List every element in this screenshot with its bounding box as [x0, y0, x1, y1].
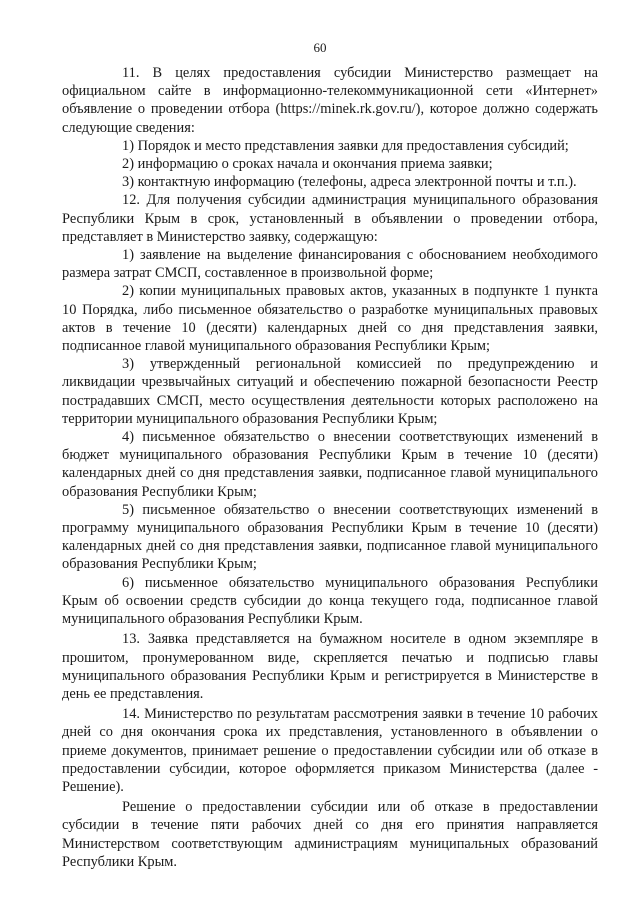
list-item-12-5: 5) письменное обязательство о внесении соответствующих изменений в программу муниципального образования Республики Крым в течение 10 (десяти) календарных дней со дня представления заявки, подписанное главой муниципального образования Республики Крым; [62, 501, 598, 573]
document-body [62, 64, 598, 871]
page-number: 60 [313, 40, 327, 55]
list-item-12-1: 1) заявление на выделение финансирования с обоснованием необходимого размера затрат СМСП, составленное в произвольной форме; [62, 247, 598, 282]
paragraph-13: 13. Заявка представляется на бумажном носителе в одном экземпляре в прошитом, пронумерованном виде, скрепляется печатью и подписью главы муниципального образования Республики Крым и регистрируется в Министерстве в день ее представления. [62, 631, 598, 702]
paragraph-11: 11. В целях предоставления субсидии Министерство размещает на официальном сайте в информационно-телекоммуникационной сети «Интернет» объявление о проведении отбора (https://minek.rk.gov.ru/), которое должно содержать следующие сведения: [62, 65, 598, 136]
list-item-12-3: 3) утвержденный региональной комиссией по предупреждению и ликвидации чрезвычайных ситуаций и обеспечению пожарной безопасности Реестр пострадавших СМСП, место осуществления деятельности которых расположено на территории муниципального образования Республики Крым; [62, 356, 598, 427]
list-item-12-2: 2) копии муниципальных правовых актов, указанных в подпункте 1 пункта 10 Порядка, либо письменное обязательство о разработке муниципальных правовых актов в течение 10 (десяти) календарных дней со дня представления заявки, подписанное главой муниципального образования Республики Крым; [62, 283, 598, 355]
list-item-11-2: 2) информацию о сроках начала и окончания приема заявки; [122, 156, 493, 173]
list-item-12-6: 6) письменное обязательство муниципального образования Республики Крым об освоении средств субсидии до конца текущего года, подписанное главой муниципального образования Республики Крым. [62, 574, 598, 628]
list-item-11-1: 1) Порядок и место представления заявки для предоставления субсидий; [122, 137, 569, 154]
list-item-11-3: 3) контактную информацию (телефоны, адреса электронной почты и т.п.). [122, 174, 577, 191]
paragraph-decision: Решение о предоставлении субсидии или об отказе в предоставлении субсидии в течение пяти рабочих дней со дня его принятия направляется Министерством соответствующим администрациям муниципальных образований Республики Крым. [62, 799, 598, 870]
paragraph-12: 12. Для получения субсидии администрация муниципального образования Республики Крым в срок, установленный в объявлении о проведении отбора, представляет в Министерство заявку, содержащую: [62, 192, 598, 245]
list-item-12-4: 4) письменное обязательство о внесении соответствующих изменений в бюджет муниципального образования Республики Крым в течение 10 (десяти) календарных дней со дня представления заявки, подписанное главой муниципального образования Республики Крым; [62, 429, 598, 500]
paragraph-14: 14. Министерство по результатам рассмотрения заявки в течение 10 рабочих дней со дня окончания срока их представления, установленного в объявлении о приеме документов, принимает решение о предоставлении субсидии или об отказе в предоставлении субсидии, которое оформляется приказом Министерства (далее - Решение). [62, 706, 598, 795]
